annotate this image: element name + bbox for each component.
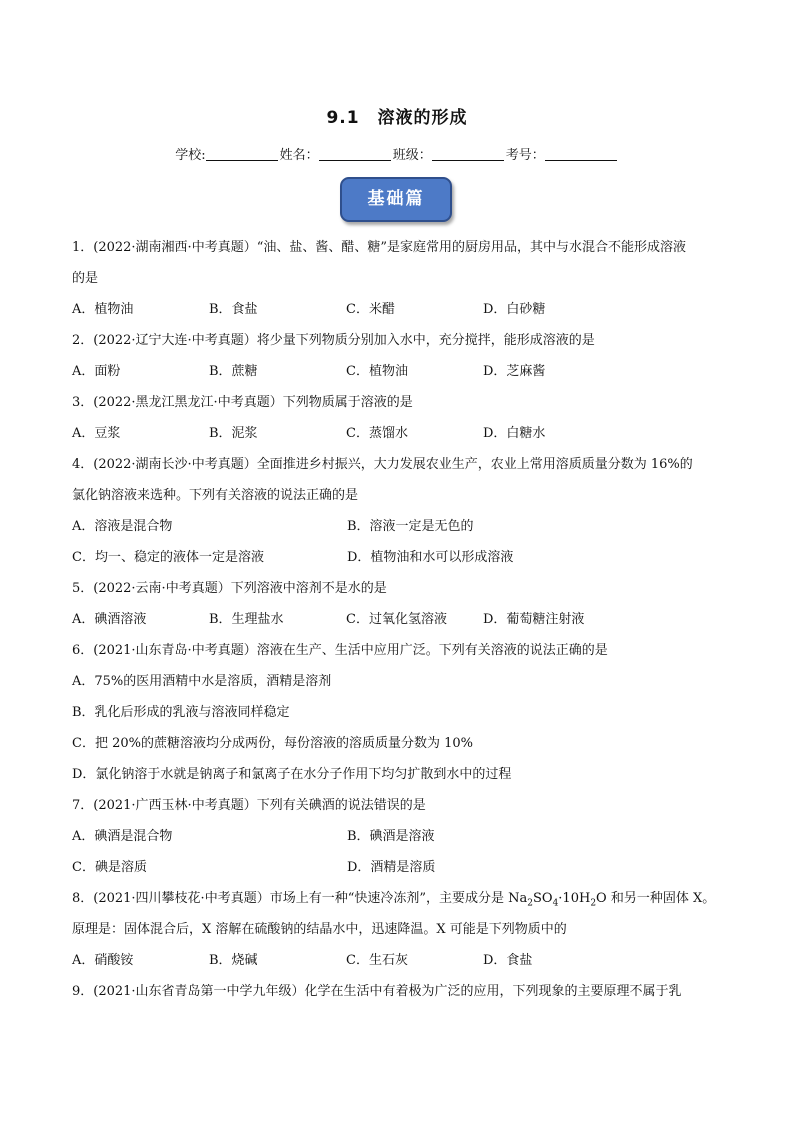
exam-number-label: 考号：: [505, 148, 545, 163]
page-title: 9.1 溶液的形成: [326, 108, 468, 128]
option-d: D．植物油和水可以形成溶液: [347, 550, 514, 565]
option-b: B．烧碱: [209, 953, 258, 968]
subscript: 4: [552, 898, 559, 909]
question-4-stem-cont: 氯化钠溶液来选种。下列有关溶液的说法正确的是: [72, 488, 359, 503]
question-1-stem: 1．(2022·湖南湘西·中考真题）“油、盐、酱、醋、糖”是家庭常用的厨房用品，其中与水混合不能形成溶液: [72, 240, 686, 255]
question-4-stem: 4．(2022·湖南长沙·中考真题）全面推进乡村振兴，大力发展农业生产，农业上常用溶质质量分数为 16%的: [72, 457, 693, 472]
option-d: D．食盐: [483, 953, 533, 968]
option-c: C．过氧化氢溶液: [346, 612, 447, 627]
option-a: A．75%的医用酒精中水是溶质，酒精是溶剂: [72, 674, 332, 689]
option-a: A．碘酒溶液: [72, 612, 147, 627]
option-b: B．碘酒是溶液: [347, 829, 435, 844]
option-c: C．植物油: [346, 364, 408, 379]
subscript: 2: [590, 898, 597, 909]
subscript: 2: [527, 898, 533, 909]
exam-number-blank[interactable]: [545, 148, 617, 161]
option-c: C．米醋: [346, 302, 395, 317]
option-b: B．泥浆: [209, 426, 258, 441]
option-b: B．乳化后形成的乳液与溶液同样稳定: [72, 705, 290, 720]
student-info-line: [0, 144, 794, 163]
option-d: D．酒精是溶质: [347, 860, 436, 875]
question-5-options: [72, 608, 752, 639]
question-1-stem-cont: 的是: [72, 271, 99, 286]
question-3-stem: 3．(2022·黑龙江黑龙江·中考真题）下列物质属于溶液的是: [72, 395, 413, 410]
name-label: 姓名：: [279, 148, 319, 163]
question-8-text-b: SO: [532, 891, 553, 906]
option-a: A．碘酒是混合物: [72, 829, 173, 844]
option-a: A．面粉: [72, 364, 121, 379]
option-c: C．碘是溶质: [72, 860, 147, 875]
option-b: B．生理盐水: [209, 612, 284, 627]
question-7-options-row-1: [72, 825, 752, 856]
question-4-options-row-2: [72, 546, 752, 577]
question-5-stem: 5．(2022·云南·中考真题）下列溶液中溶剂不是水的是: [72, 581, 387, 596]
option-a: A．植物油: [72, 302, 134, 317]
option-b: B．溶液一定是无色的: [347, 519, 474, 534]
option-c: C．把 20%的蔗糖溶液均分成两份，每份溶液的溶质质量分数为 10%: [72, 736, 474, 751]
option-d: D．葡萄糖注射液: [483, 612, 585, 627]
option-d: D．芝麻酱: [483, 364, 546, 379]
option-a: A．豆浆: [72, 426, 121, 441]
option-b: B．蔗糖: [209, 364, 258, 379]
option-d: D．白糖水: [483, 426, 546, 441]
question-8-options: [72, 949, 752, 980]
question-8-stem: [72, 887, 752, 918]
section-badge: 基础篇: [340, 177, 452, 222]
question-2-options: [72, 360, 752, 391]
question-1-options: [72, 298, 752, 329]
school-label: 学校:: [175, 148, 206, 163]
class-label: 班级：: [392, 148, 432, 163]
question-7-stem: 7．(2021·广西玉林·中考真题）下列有关碘酒的说法错误的是: [72, 798, 426, 813]
name-blank[interactable]: [319, 148, 391, 161]
question-6-stem: 6．(2021·山东青岛·中考真题）溶液在生产、生活中应用广泛。下列有关溶液的说法正确的是: [72, 643, 608, 658]
school-blank[interactable]: [206, 148, 278, 161]
question-7-options-row-2: [72, 856, 752, 887]
option-b: B．食盐: [209, 302, 258, 317]
question-9-stem: 9．(2021·山东省青岛第一中学九年级）化学在生活中有着极为广泛的应用，下列现象的主要原理不属于乳: [72, 984, 682, 999]
question-list: [72, 236, 752, 1011]
option-c: C．生石灰: [346, 953, 408, 968]
question-8-text-a: 8．(2021·四川攀枝花·中考真题）市场上有一种“快速冷冻剂”，主要成分是 Na: [72, 891, 528, 906]
class-blank[interactable]: [432, 148, 504, 161]
question-4-options-row-1: [72, 515, 752, 546]
option-a: A．溶液是混合物: [72, 519, 173, 534]
option-d: D．氯化钠溶于水就是钠离子和氯离子在水分子作用下均匀扩散到水中的过程: [72, 767, 512, 782]
question-3-options: [72, 422, 752, 453]
option-d: D．白砂糖: [483, 302, 546, 317]
question-8-stem-cont: 原理是：固体混合后，X 溶解在硫酸钠的结晶水中，迅速降温。X 可能是下列物质中的: [72, 922, 567, 937]
option-c: C．蒸馏水: [346, 426, 408, 441]
option-c: C．均一、稳定的液体一定是溶液: [72, 550, 264, 565]
question-8-text-c: ·10H: [558, 891, 591, 906]
option-a: A．硝酸铵: [72, 953, 134, 968]
question-8-text-d: O 和另一种固体 X。: [596, 891, 716, 906]
question-2-stem: 2．(2022·辽宁大连·中考真题）将少量下列物质分别加入水中，充分搅拌，能形成溶液的是: [72, 333, 595, 348]
